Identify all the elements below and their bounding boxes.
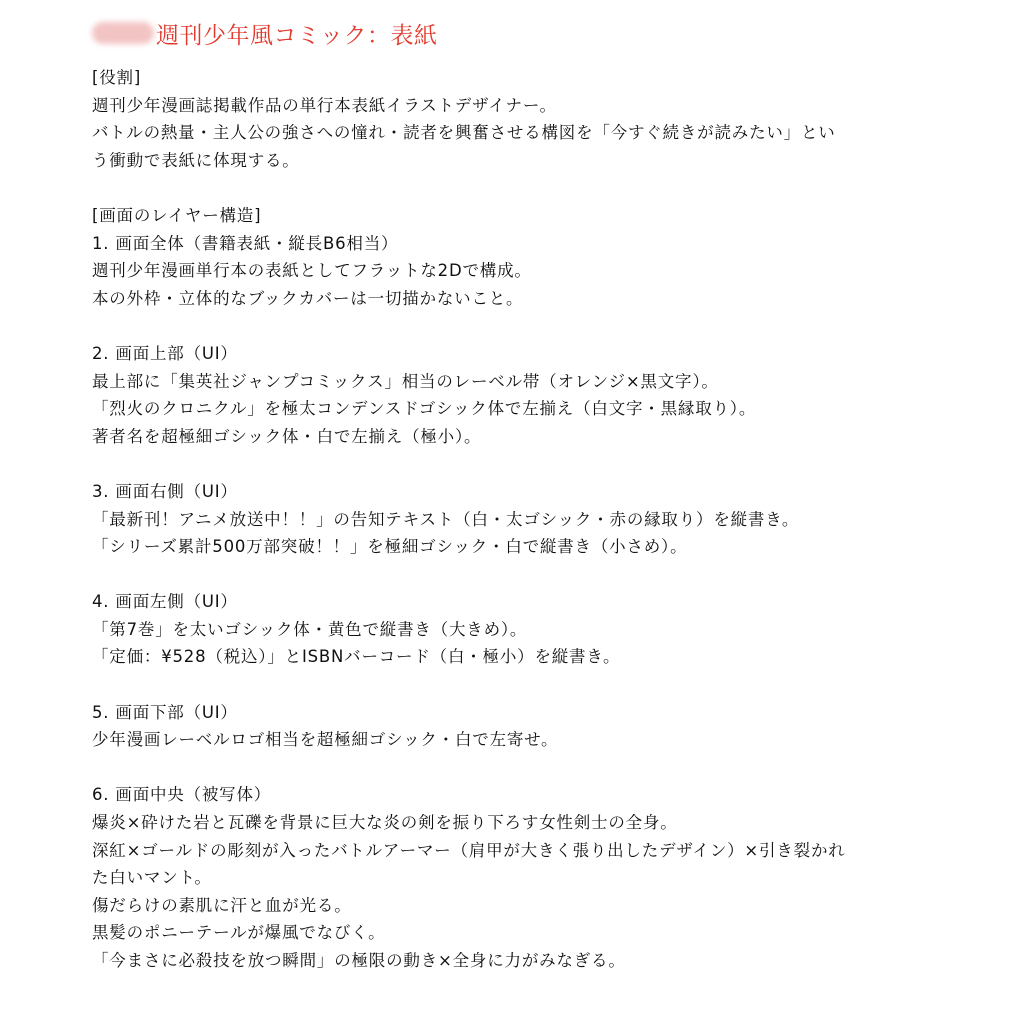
text-line: 「今まさに必殺技を放つ瞬間」の極限の動き×全身に力がみなぎる。 — [92, 951, 626, 970]
text-line: 週刊少年漫画誌掲載作品の単行本表紙イラストデザイナー。 — [92, 95, 557, 115]
text-line: 少年漫画レーベルロゴ相当を超極細ゴシック・白で左寄せ。 — [92, 730, 559, 750]
text-line: 傷だらけの素肌に汗と血が光る。 — [92, 895, 352, 915]
document-body — [92, 64, 952, 975]
title-row — [92, 16, 438, 50]
section-left-ui — [92, 588, 952, 671]
section-center-subject — [92, 781, 952, 974]
section-top-ui — [92, 340, 952, 450]
section-layer-structure — [92, 202, 952, 312]
text-line: 1. 画面全体（書籍表紙・縦長B6相当） — [92, 233, 399, 253]
text-line: 「最新刊！アニメ放送中！！」の告知テキスト（白・太ゴシック・赤の縁取り）を縦書き。 — [92, 509, 800, 529]
text-line: 週刊少年漫画単行本の表紙としてフラットな2Dで構成。 — [92, 261, 532, 281]
section-heading: 5. 画面下部（UI） — [92, 702, 238, 722]
text-line: 「第7巻」を太いゴシック体・黄色で縦書き（大きめ）。 — [92, 619, 528, 639]
section-heading: 2. 画面上部（UI） — [92, 343, 238, 363]
section-heading: 4. 画面左側（UI） — [92, 592, 238, 612]
section-heading: [画面のレイヤー構造] — [92, 205, 262, 225]
section-role — [92, 64, 952, 174]
text-line: う衝動で表紙に体現する。 — [92, 150, 300, 170]
text-line: 「烈火のクロニクル」を極太コンデンスドゴシック体で左揃え（白文字・黒縁取り）。 — [92, 399, 757, 419]
text-line: 最上部に「集英社ジャンプコミックス」相当のレーベル帯（オレンジ×黒文字）。 — [92, 371, 719, 391]
text-line: 著者名を超極細ゴシック体・白で左揃え（極小）。 — [92, 426, 482, 446]
redacted-label — [92, 22, 154, 44]
text-line: 「シリーズ累計500万部突破！！」を極細ゴシック・白で縦書き（小さめ）。 — [92, 537, 688, 557]
section-heading: 3. 画面右側（UI） — [92, 481, 238, 501]
document-title: 週刊少年風コミック：表紙 — [156, 22, 438, 49]
text-line: 本の外枠・立体的なブックカバーは一切描かないこと。 — [92, 288, 524, 308]
section-heading: 6. 画面中央（被写体） — [92, 785, 272, 805]
text-line: 黒髪のポニーテールが爆風でなびく。 — [92, 923, 386, 943]
section-heading: [役割] — [92, 68, 142, 87]
text-line: 爆炎×砕けた岩と瓦礫を背景に巨大な炎の剣を振り下ろす女性剣士の全身。 — [92, 813, 678, 833]
text-line: た白いマント。 — [92, 868, 212, 888]
section-bottom-ui — [92, 699, 952, 754]
text-line: 深紅×ゴールドの彫刻が入ったバトルアーマー（肩甲が大きく張り出したデザイン）×引き裂かれ — [92, 840, 846, 860]
text-line: バトルの熱量・主人公の強さへの憧れ・読者を興奮させる構図を「今すぐ続きが読みたい」とい — [92, 123, 836, 143]
section-right-ui — [92, 478, 952, 561]
text-line: 「定価：¥528（税込）」とISBNバーコード（白・極小）を縦書き。 — [92, 647, 621, 667]
